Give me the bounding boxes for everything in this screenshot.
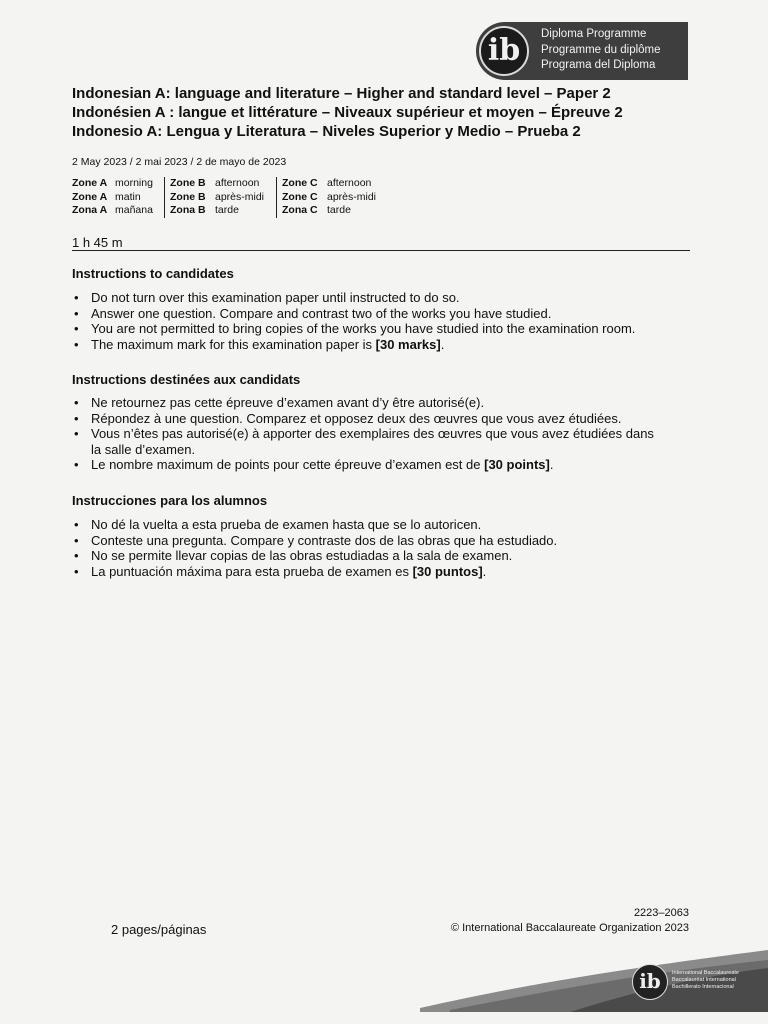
list-item: • Answer one question. Compare and contrast two of the works you have studied. <box>72 306 692 322</box>
banner-text <box>541 27 661 74</box>
ib-logo: ib <box>479 26 529 76</box>
section-heading-fr: Instructions destinées aux candidats <box>72 372 301 387</box>
zone-name: Zone B <box>170 190 206 203</box>
zone-column <box>164 177 276 218</box>
instruction-list-es <box>72 517 692 579</box>
list-item: • The maximum mark for this examination paper is [30 marks]. <box>72 337 692 353</box>
section-heading-en: Instructions to candidates <box>72 266 234 281</box>
list-item: • No dé la vuelta a esta prueba de examen hasta que se lo autoricen. <box>72 517 692 533</box>
zone-time: morning <box>115 177 153 189</box>
zone-name: Zone A <box>72 190 108 203</box>
zone-name: Zona B <box>170 204 206 216</box>
ib-logo-small: ib <box>632 964 668 1000</box>
list-item: • You are not permitted to bring copies of the works you have studied into the examination room. <box>72 321 692 337</box>
divider <box>72 250 690 251</box>
zone-name: Zone C <box>282 177 318 189</box>
list-item: • Do not turn over this examination paper until instructed to do so. <box>72 290 692 306</box>
list-item: • Conteste una pregunta. Compare y contraste dos de las obras que ha estudiado. <box>72 533 692 549</box>
list-item: • Répondez à une question. Comparez et opposez deux des œuvres que vous avez étudiées. <box>72 411 692 427</box>
zone-name: Zona C <box>282 204 318 216</box>
zone-time: tarde <box>215 204 239 216</box>
zone-time: afternoon <box>215 177 260 189</box>
zone-time: mañana <box>115 204 153 216</box>
title-es: Indonesio A: Lengua y Literatura – Niveles Superior y Medio – Prueba 2 <box>72 123 581 140</box>
zone-table <box>72 177 398 218</box>
zone-time: afternoon <box>327 177 372 189</box>
paper-titles <box>72 84 623 141</box>
banner-line-fr: Programme du diplôme <box>541 43 661 56</box>
zone-time: après-midi <box>327 190 377 203</box>
page-count: 2 pages/páginas <box>111 922 207 937</box>
list-item: • La puntuación máxima para esta prueba de examen es [30 puntos]. <box>72 564 692 580</box>
exam-duration: 1 h 45 m <box>72 235 123 250</box>
zone-column <box>72 177 164 218</box>
zone-time: après-midi <box>215 190 265 203</box>
title-en: Indonesian A: language and literature – Higher and standard level – Paper 2 <box>72 85 611 102</box>
instruction-list-en <box>72 290 692 352</box>
list-item: • Le nombre maximum de points pour cette épreuve d’examen est de [30 points]. <box>72 457 692 473</box>
ib-org-names: International Baccalaureate Baccalauréat International Bachillerato Internacional <box>672 970 739 990</box>
exam-date: 2 May 2023 / 2 mai 2023 / 2 de mayo de 2023 <box>72 156 287 168</box>
list-item: • Ne retournez pas cette épreuve d’examen avant d’y être autorisé(e). <box>72 395 692 411</box>
paper-code: 2223–2063 <box>633 907 689 919</box>
zone-name: Zone B <box>170 177 206 189</box>
list-item: • Vous n’êtes pas autorisé(e) à apporter des exemplaires des œuvres que vous avez étudiées dans la salle d’examen. <box>72 426 692 457</box>
banner-line-en: Diploma Programme <box>541 28 647 40</box>
copyright: © International Baccalaureate Organization 2023 <box>450 922 689 934</box>
zone-time: tarde <box>327 204 351 216</box>
zone-name: Zone A <box>72 177 108 189</box>
footer-info <box>451 906 689 936</box>
list-item: • No se permite llevar copias de las obras estudiadas a la sala de examen. <box>72 548 692 564</box>
banner-line-es: Programa del Diploma <box>541 59 656 71</box>
zone-column <box>276 177 398 218</box>
title-fr: Indonésien A : langue et littérature – Niveaux supérieur et moyen – Épreuve 2 <box>72 104 623 121</box>
zone-time: matin <box>115 190 141 203</box>
section-heading-es: Instrucciones para los alumnos <box>72 493 268 508</box>
instruction-list-fr <box>72 395 692 473</box>
zone-name: Zone C <box>282 190 318 203</box>
zone-name: Zona A <box>72 204 108 216</box>
